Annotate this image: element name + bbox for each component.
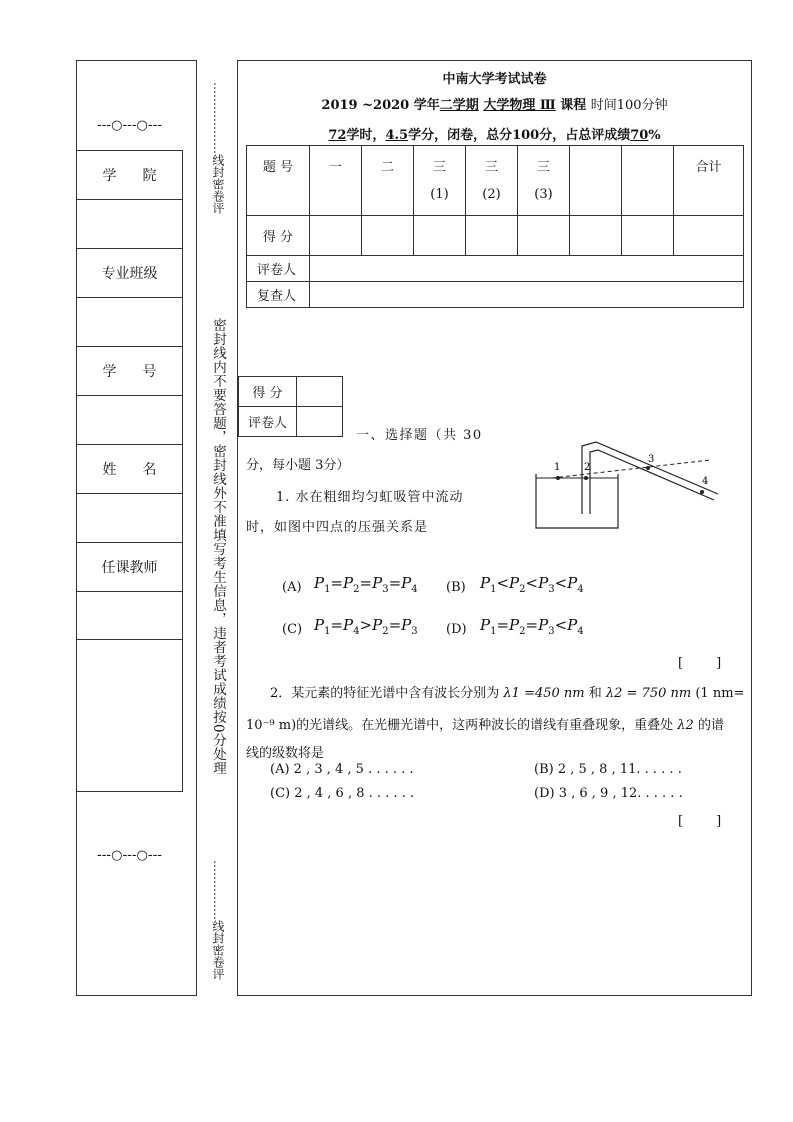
q1-option-c: $P_1=P_4>P_2=P_3$ [314,616,418,637]
score-row [247,216,744,256]
name-label: 姓名 [77,445,182,494]
score-cell[interactable] [466,216,518,256]
section-title: 一、选择题（共 30 [356,428,483,443]
teacher-label: 任课教师 [77,543,182,592]
col-3-2: 三 (2) [466,146,518,216]
course-line: 2019 ~2020 学年二学期 大学物理 Ⅲ 课程 时间100分钟 [321,98,668,113]
fig-label-1: 1 [554,462,561,473]
q1-answer-bracket[interactable]: [ ] [678,656,722,671]
question-number-row [247,146,744,216]
binding-line-bottom: ……………线封密卷评 [211,860,225,980]
school-title: 中南大学考试试卷 [442,72,547,87]
col-2: 二 [362,146,414,216]
fig-label-3: 3 [648,454,655,465]
score-cell[interactable] [622,216,674,256]
college-field[interactable] [77,200,182,249]
q2-text-line1: 2．某元素的特征光谱中含有波长分别为 λ1 =450 nm 和 λ2 = 750 nm (1 nm= [270,686,745,701]
q2-option-d: (D) 3 , 6 , 9 , 12. . . . . . [534,786,683,801]
binding-line-top: ………………线封密卷评 [211,82,225,214]
course-name: 大学物理 Ⅲ [483,98,556,113]
q2-answer-bracket[interactable]: [ ] [678,814,722,829]
seal-mark-bottom: ---○---○--- [97,848,162,863]
siphon-figure [528,436,728,532]
section-score-field[interactable] [297,377,343,407]
fig-label-4: 4 [702,476,709,487]
q1-text-cont: 时，如图中四点的压强关系是 [246,520,429,535]
grader-field[interactable] [310,256,744,282]
reviewer-field[interactable] [310,282,744,308]
teacher-field[interactable] [77,592,182,640]
score-cell[interactable] [570,216,622,256]
year: 2019 ~2020 [321,98,410,113]
section-score-table [238,376,343,437]
score-cell[interactable] [674,216,744,256]
score-cell[interactable] [518,216,570,256]
college-label: 学院 [77,151,182,200]
q2-option-b: (B) 2 , 5 , 8 , 11. . . . . . [534,762,682,777]
col-1: 一 [310,146,362,216]
section-title-cont: 分，每小题 3分） [246,458,350,473]
q1-option-d: $P_1=P_2=P_3<P_4$ [480,616,584,637]
col-blank-1 [570,146,622,216]
col-3-1: 三 (1) [414,146,466,216]
q1-option-a: $P_1=P_2=P_3=P_4$ [314,574,418,595]
exam-time: 时间100分钟 [590,98,668,113]
binding-line-notice: 密封线内不要答题，密封线外不准填写考生信息，违者考试成绩按0分处理 [210,318,226,776]
fig-label-2: 2 [584,462,591,473]
col-blank-2 [622,146,674,216]
name-field[interactable] [77,494,182,543]
q1-option-c-label: (C) [282,622,303,637]
class-label: 专业班级 [77,249,182,298]
grader-label: 评卷人 [247,256,310,282]
grader-row [247,256,744,282]
score-row-label: 得 分 [247,216,310,256]
q2-text-line2: 10⁻⁹ m)的光谱线。在光栅光谱中，这两种波长的谱线有重叠现象，重叠处 λ2 的谱 [246,718,724,733]
q2-option-c: (C) 2 , 4 , 6 , 8 . . . . . . [270,786,415,801]
seal-mark-top: ---○---○--- [97,118,162,133]
class-field[interactable] [77,298,182,347]
q1-option-b: $P_1<P_2<P_3<P_4$ [480,574,584,595]
col-total: 合计 [674,146,744,216]
score-cell[interactable] [414,216,466,256]
q1-option-a-label: (A) [282,580,302,595]
col-3-3: 三 (3) [518,146,570,216]
q1-text: 1. 水在粗细均匀虹吸管中流动 [276,490,464,505]
student-id-field[interactable] [77,396,182,445]
score-cell[interactable] [310,216,362,256]
section-score-label: 得 分 [239,377,297,407]
student-id-label: 学号 [77,347,182,396]
section-grader-label: 评卷人 [239,407,297,437]
score-cell[interactable] [362,216,414,256]
reviewer-row [247,282,744,308]
q1-option-d-label: (D) [446,622,467,637]
q2-option-a: (A) 2 , 3 , 4 , 5 . . . . . . [270,762,414,777]
reviewer-label: 复查人 [247,282,310,308]
score-table [246,145,744,308]
question-number-header: 题 号 [247,146,310,216]
term: 二学期 [439,98,479,113]
exam-meta-line: 72学时，4.5学分，闭卷，总分100分，占总评成绩70% [328,128,661,143]
q1-option-b-label: (B) [446,580,466,595]
q2-text-line3: 线的级数将是 [246,746,325,761]
section-grader-field[interactable] [297,407,343,437]
